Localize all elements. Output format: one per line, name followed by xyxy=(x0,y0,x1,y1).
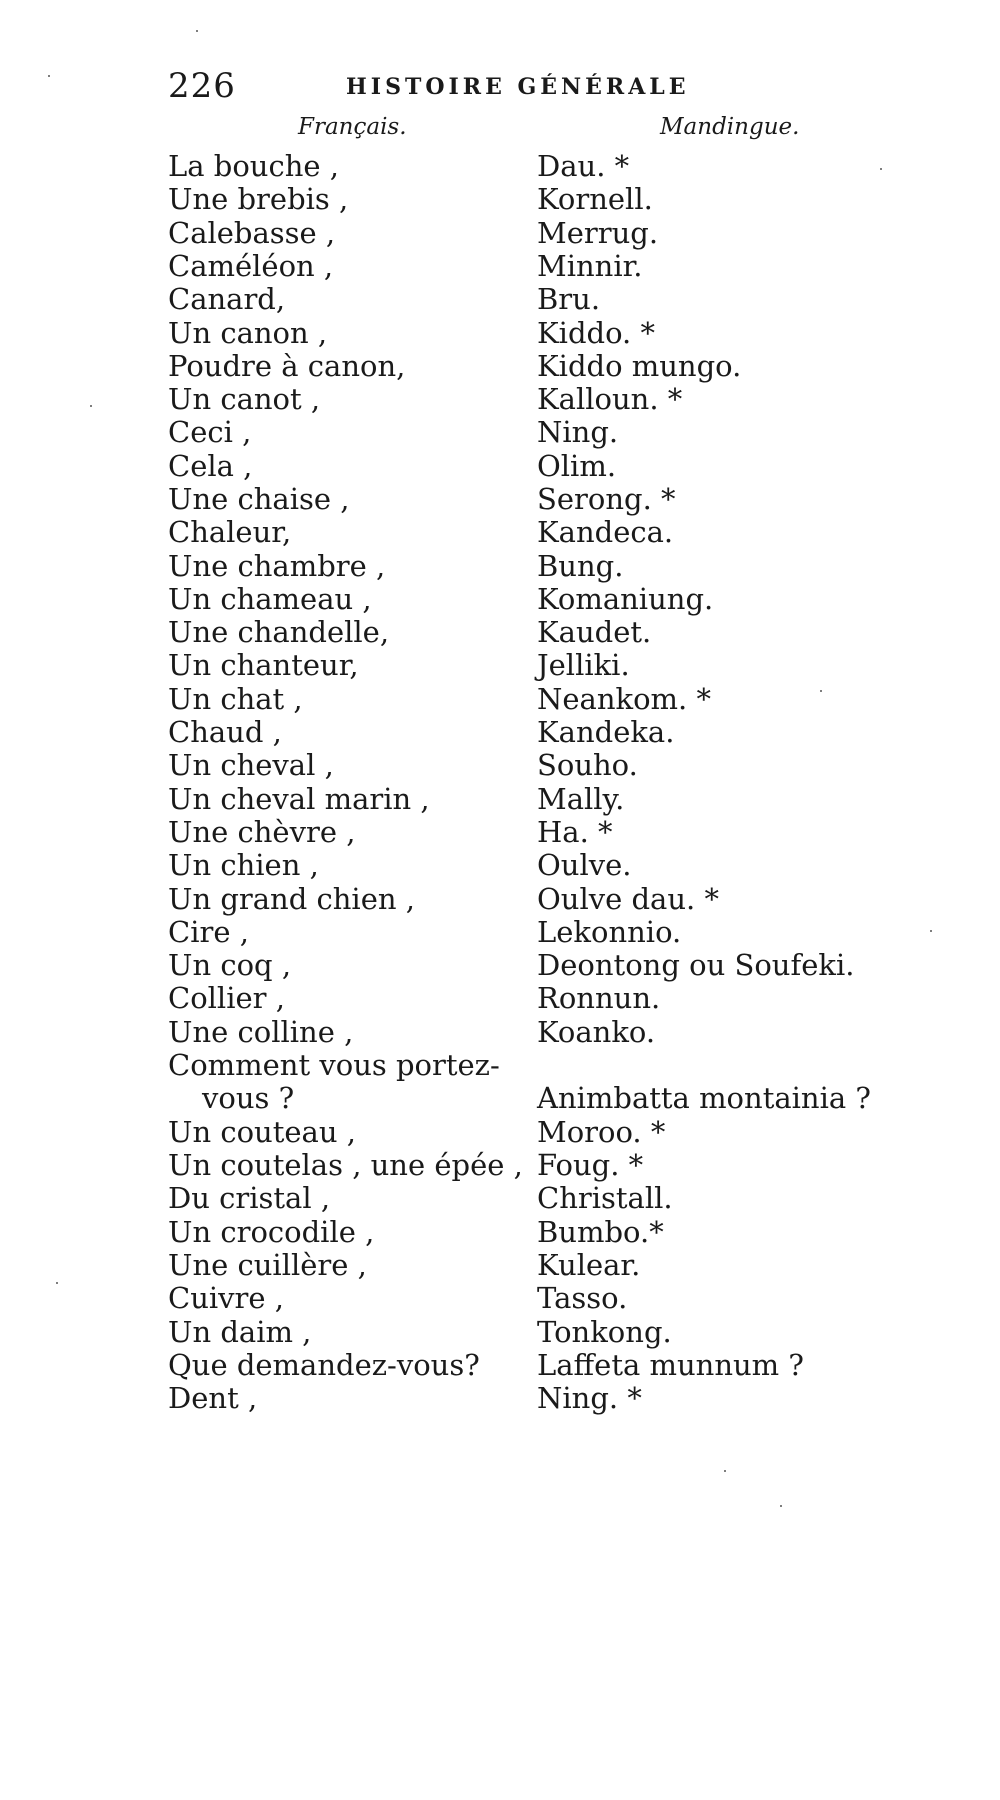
french-term: Caméléon , xyxy=(168,249,334,283)
vocab-row xyxy=(0,1082,1000,1115)
french-term: Un cheval marin , xyxy=(168,782,430,816)
vocab-row xyxy=(0,883,1000,916)
mandingue-term: Kaudet. xyxy=(537,615,652,649)
scan-speck xyxy=(880,168,882,170)
french-term: Une chandelle, xyxy=(168,615,390,649)
vocab-row xyxy=(0,1216,1000,1249)
french-term: Collier , xyxy=(168,981,285,1015)
vocab-row xyxy=(0,749,1000,782)
mandingue-term: Kiddo. * xyxy=(537,316,655,350)
mandingue-term: Animbatta montainia ? xyxy=(537,1081,871,1115)
french-term: Cuivre , xyxy=(168,1281,284,1315)
vocab-row xyxy=(0,716,1000,749)
vocab-row xyxy=(0,1382,1000,1415)
scan-speck xyxy=(820,690,822,692)
vocab-row xyxy=(0,183,1000,216)
vocab-row xyxy=(0,516,1000,549)
mandingue-term: Lekonnio. xyxy=(537,915,682,949)
french-term: vous ? xyxy=(202,1081,295,1115)
french-term: Un canot , xyxy=(168,382,321,416)
vocab-row xyxy=(0,550,1000,583)
scan-speck xyxy=(780,1505,782,1507)
mandingue-term: Kulear. xyxy=(537,1248,641,1282)
vocab-row xyxy=(0,683,1000,716)
vocab-row xyxy=(0,1282,1000,1315)
vocab-row xyxy=(0,283,1000,316)
vocab-row xyxy=(0,1182,1000,1215)
french-term: Cela , xyxy=(168,449,253,483)
vocab-row xyxy=(0,317,1000,350)
french-term: Cire , xyxy=(168,915,249,949)
french-term: Calebasse , xyxy=(168,216,336,250)
vocab-row xyxy=(0,250,1000,283)
vocab-row xyxy=(0,783,1000,816)
french-term: Un coutelas , une épée , xyxy=(168,1148,523,1182)
french-term: Un couteau , xyxy=(168,1115,356,1149)
vocab-row xyxy=(0,1249,1000,1282)
mandingue-term: Kiddo mungo. xyxy=(537,349,742,383)
scan-speck xyxy=(930,930,932,932)
french-term: Chaud , xyxy=(168,715,282,749)
vocab-row xyxy=(0,383,1000,416)
french-term: Un crocodile , xyxy=(168,1215,375,1249)
vocab-row xyxy=(0,1049,1000,1082)
mandingue-term: Souho. xyxy=(537,748,638,782)
vocab-row xyxy=(0,916,1000,949)
french-term: Comment vous portez- xyxy=(168,1048,500,1082)
french-term: Du cristal , xyxy=(168,1181,331,1215)
column-headers xyxy=(168,114,868,146)
french-term: Que demandez-vous? xyxy=(168,1348,480,1382)
french-term: Ceci , xyxy=(168,415,252,449)
vocab-row xyxy=(0,450,1000,483)
scan-speck xyxy=(56,1282,58,1284)
vocab-row xyxy=(0,982,1000,1015)
scan-speck xyxy=(48,75,50,77)
mandingue-term: Moroo. * xyxy=(537,1115,666,1149)
mandingue-term: Oulve. xyxy=(537,848,632,882)
french-term: Une brebis , xyxy=(168,182,349,216)
mandingue-term: Olim. xyxy=(537,449,617,483)
vocab-row xyxy=(0,350,1000,383)
french-term: Poudre à canon, xyxy=(168,349,406,383)
vocab-row xyxy=(0,483,1000,516)
vocab-row xyxy=(0,616,1000,649)
mandingue-term: Minnir. xyxy=(537,249,643,283)
mandingue-term: Ning. * xyxy=(537,1381,642,1415)
column-header-mandingue: Mandingue. xyxy=(660,114,800,140)
mandingue-term: Merrug. xyxy=(537,216,659,250)
vocab-row xyxy=(0,849,1000,882)
vocab-row xyxy=(0,1116,1000,1149)
french-term: Chaleur, xyxy=(168,515,292,549)
french-term: Un chien , xyxy=(168,848,319,882)
french-term: Une colline , xyxy=(168,1015,354,1049)
french-term: Une chaise , xyxy=(168,482,350,516)
french-term: Un chameau , xyxy=(168,582,372,616)
mandingue-term: Serong. * xyxy=(537,482,676,516)
mandingue-term: Mally. xyxy=(537,782,625,816)
mandingue-term: Laffeta munnum ? xyxy=(537,1348,804,1382)
mandingue-term: Dau. * xyxy=(537,149,630,183)
vocab-row xyxy=(0,150,1000,183)
french-term: Un chat , xyxy=(168,682,303,716)
french-term: Dent , xyxy=(168,1381,258,1415)
french-term: Une cuillère , xyxy=(168,1248,367,1282)
mandingue-term: Tonkong. xyxy=(537,1315,672,1349)
mandingue-term: Neankom. * xyxy=(537,682,711,716)
french-term: La bouche , xyxy=(168,149,339,183)
vocab-row xyxy=(0,1016,1000,1049)
mandingue-term: Deontong ou Soufeki. xyxy=(537,948,855,982)
mandingue-term: Komaniung. xyxy=(537,582,714,616)
mandingue-term: Bru. xyxy=(537,282,601,316)
french-term: Un cheval , xyxy=(168,748,334,782)
running-head xyxy=(168,66,728,106)
french-term: Une chèvre , xyxy=(168,815,356,849)
running-title: HISTOIRE GÉNÉRALE xyxy=(346,74,690,100)
mandingue-term: Oulve dau. * xyxy=(537,882,719,916)
mandingue-term: Ning. xyxy=(537,415,619,449)
mandingue-term: Kalloun. * xyxy=(537,382,683,416)
mandingue-term: Foug. * xyxy=(537,1148,644,1182)
french-term: Un canon , xyxy=(168,316,328,350)
mandingue-term: Koanko. xyxy=(537,1015,656,1049)
mandingue-term: Christall. xyxy=(537,1181,673,1215)
vocab-row xyxy=(0,1349,1000,1382)
french-term: Un coq , xyxy=(168,948,292,982)
french-term: Un daim , xyxy=(168,1315,312,1349)
mandingue-term: Kandeka. xyxy=(537,715,675,749)
mandingue-term: Tasso. xyxy=(537,1281,628,1315)
scan-speck xyxy=(196,30,198,32)
mandingue-term: Ha. * xyxy=(537,815,613,849)
vocab-row xyxy=(0,949,1000,982)
vocab-row xyxy=(0,416,1000,449)
mandingue-term: Kandeca. xyxy=(537,515,674,549)
page-number: 226 xyxy=(168,66,236,106)
scan-speck xyxy=(724,1470,726,1472)
scan-speck xyxy=(90,405,92,407)
vocab-row xyxy=(0,217,1000,250)
vocab-row xyxy=(0,1149,1000,1182)
french-term: Un chanteur, xyxy=(168,648,359,682)
vocab-row xyxy=(0,583,1000,616)
column-header-french: Français. xyxy=(298,114,407,140)
mandingue-term: Jelliki. xyxy=(537,648,630,682)
french-term: Canard, xyxy=(168,282,286,316)
mandingue-term: Bung. xyxy=(537,549,624,583)
vocab-row xyxy=(0,649,1000,682)
french-term: Un grand chien , xyxy=(168,882,415,916)
mandingue-term: Bumbo.* xyxy=(537,1215,664,1249)
vocab-row xyxy=(0,816,1000,849)
mandingue-term: Ronnun. xyxy=(537,981,661,1015)
mandingue-term: Kornell. xyxy=(537,182,653,216)
french-term: Une chambre , xyxy=(168,549,386,583)
vocab-row xyxy=(0,1316,1000,1349)
